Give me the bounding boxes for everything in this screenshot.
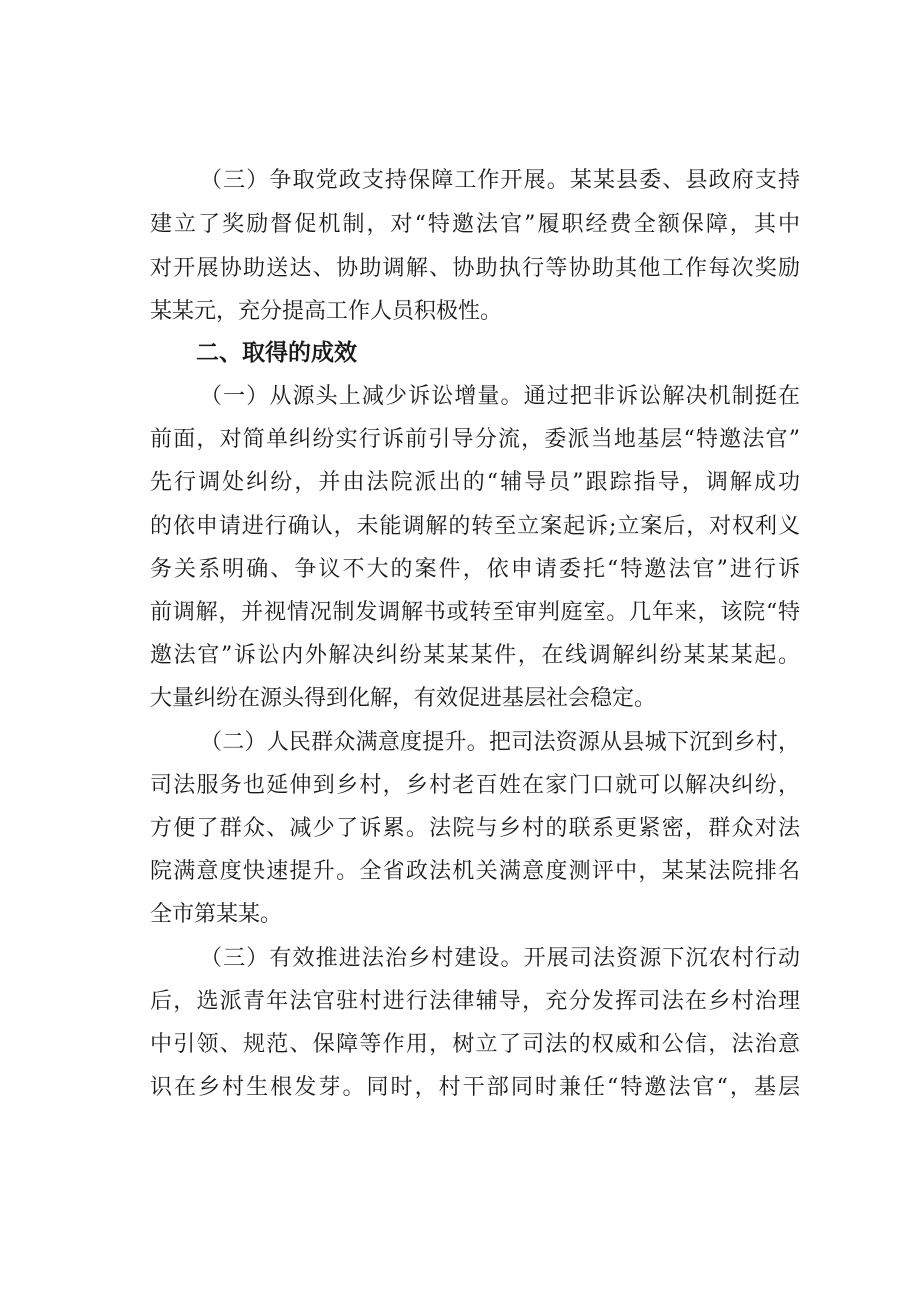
paragraph-line: 前调解，并视情况制发调解书或转至审判庭室。几年来，该院“特 (150, 600, 800, 625)
paragraph-line: 务关系明确、争议不大的案件，依申请委托“特邀法官”进行诉 (150, 557, 800, 582)
paragraph-line: 某某元，充分提高工作人员积极性。 (150, 299, 503, 324)
paragraph-line: 后，选派青年法官驻村进行法律辅导，充分发挥司法在乡村治理 (150, 989, 800, 1014)
paragraph-line: 邀法官”诉讼内外解决纠纷某某某件，在线调解纠纷某某某起。 (150, 643, 800, 668)
paragraph-line: 方便了群众、减少了诉累。法院与乡村的联系更紧密，群众对法 (150, 816, 800, 841)
paragraph-line: （三）争取党政支持保障工作开展。某某县委、县政府支持 (200, 168, 800, 193)
paragraph-line: （一）从源头上减少诉讼增量。通过把非诉讼解决机制挺在 (200, 384, 800, 409)
paragraph-line: 的依申请进行确认，未能调解的转至立案起诉;立案后，对权利义 (150, 514, 800, 539)
paragraph-line: 大量纠纷在源头得到化解，有效促进基层社会稳定。 (150, 686, 657, 711)
paragraph-line: 全市第某某。 (150, 902, 283, 927)
paragraph-line: 对开展协助送达、协助调解、协助执行等协助其他工作每次奖励 (150, 256, 800, 281)
paragraph-line: 司法服务也延伸到乡村，乡村老百姓在家门口就可以解决纠纷， (150, 773, 800, 798)
paragraph-line: （二）人民群众满意度提升。把司法资源从县城下沉到乡村， (200, 730, 800, 755)
paragraph-line: 建立了奖励督促机制，对“特邀法官”履职经费全额保障，其中 (150, 212, 800, 237)
paragraph-line: 前面，对简单纠纷实行诉前引导分流，委派当地基层“特邀法官” (150, 427, 800, 452)
section-heading: 二、取得的成效 (196, 340, 357, 366)
paragraph-line: 中引领、规范、保障等作用，树立了司法的权威和公信，法治意 (150, 1032, 800, 1057)
paragraph-line: 识在乡村生根发芽。同时，村干部同时兼任“特邀法官“，基层 (150, 1075, 800, 1100)
paragraph-line: 先行调处纠纷，并由法院派出的“辅导员”跟踪指导，调解成功 (150, 470, 800, 495)
paragraph-line: 院满意度快速提升。全省政法机关满意度测评中，某某法院排名 (150, 859, 800, 884)
paragraph-line: （三）有效推进法治乡村建设。开展司法资源下沉农村行动 (200, 946, 800, 971)
